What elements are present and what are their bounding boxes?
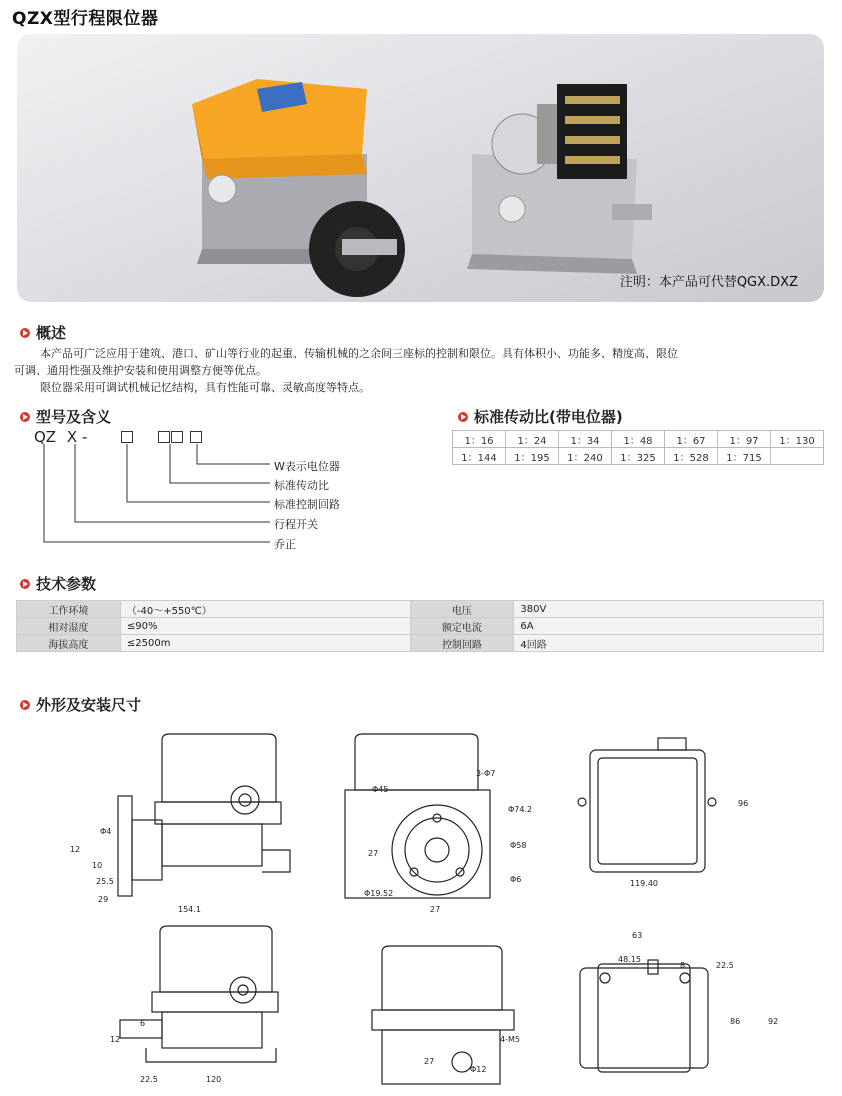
ratio-cell: 1：195	[506, 448, 559, 465]
tech-label: 相对湿度	[17, 618, 121, 635]
tech-value: ≤90%	[120, 618, 410, 635]
tech-label: 工作环境	[17, 601, 121, 618]
dim-label: 120	[206, 1075, 222, 1084]
ratio-cell: 1：528	[665, 448, 718, 465]
switch-grey-unit	[467, 84, 652, 274]
overview-line-1: 本产品可广泛应用于建筑、港口、矿山等行业的起重、传输机械的之余间三座标的控制和限位。具有体积小、功能多、精度高、限位	[40, 347, 678, 360]
dim-label: 48.15	[618, 955, 641, 964]
bullet-icon	[20, 579, 30, 589]
drawing-top-view	[578, 738, 716, 872]
tech-value: 380V	[514, 601, 824, 618]
bullet-icon	[458, 412, 468, 422]
product-photo	[17, 34, 824, 302]
tech-heading	[20, 573, 96, 594]
table-row	[453, 448, 824, 465]
dim-label: 25.5	[96, 877, 114, 886]
dim-label: 12	[70, 845, 81, 854]
overview-heading	[20, 322, 66, 343]
drawing-front-view	[345, 734, 490, 898]
tech-label: 额定电流	[410, 618, 514, 635]
dim-label: Φ45	[372, 785, 389, 794]
ratio-heading	[458, 406, 623, 427]
ratio-cell: 1：34	[559, 431, 612, 448]
table-row	[17, 601, 824, 618]
photo-note: 注明：本产品可代替QGX.DXZ	[619, 275, 798, 290]
table-row	[17, 635, 824, 652]
dim-label: 29	[98, 895, 109, 904]
product-photo-illustration	[17, 34, 824, 302]
model-code-qz: QZ	[34, 428, 57, 446]
dim-label: Φ4	[100, 827, 112, 836]
model-code-dash: -	[81, 428, 88, 446]
ratio-cell: 1：16	[453, 431, 506, 448]
drawing-bottom-view	[580, 960, 708, 1072]
ratio-cell: 1：24	[506, 431, 559, 448]
tech-label: 海拔高度	[17, 635, 121, 652]
ratio-cell: 1：67	[665, 431, 718, 448]
ratio-table	[452, 430, 824, 465]
dim-label: 10	[92, 861, 103, 870]
dim-label: 22.5	[716, 961, 734, 970]
dim-label: Φ19.52	[364, 889, 394, 898]
switch-orange-unit	[192, 79, 405, 297]
ratio-cell: 1：97	[718, 431, 771, 448]
table-row	[453, 431, 824, 448]
ratio-cell: 1：240	[559, 448, 612, 465]
dim-label: Φ58	[510, 841, 527, 850]
model-label-circuit: 标准控制回路	[274, 498, 340, 511]
model-label-ratio: 标准传动比	[274, 479, 329, 492]
dim-label: 8	[680, 961, 686, 970]
dim-label: 6	[140, 1019, 146, 1028]
bullet-icon	[20, 328, 30, 338]
dim-label: Φ6	[510, 875, 522, 884]
dim-label: 27	[368, 849, 379, 858]
dim-label: 92	[768, 1017, 779, 1026]
overview-heading-text: 概述	[36, 324, 67, 342]
ratio-cell: 1：130	[771, 431, 824, 448]
tech-table	[16, 600, 824, 652]
dim-label: 86	[730, 1017, 741, 1026]
bullet-icon	[20, 700, 30, 710]
overview-text	[14, 345, 834, 396]
dim-label: Φ12	[470, 1065, 487, 1074]
dim-label: 3-Φ7	[476, 769, 496, 778]
overview-line-3: 限位器采用可调试机械记忆结构，具有性能可靠、灵敏高度等特点。	[40, 381, 370, 394]
dims-heading-text: 外形及安装尺寸	[36, 696, 142, 714]
dim-label: 27	[430, 905, 441, 914]
dim-label: 22.5	[140, 1075, 158, 1084]
dim-label: 12	[110, 1035, 121, 1044]
tech-label: 电压	[410, 601, 514, 618]
tech-value: ≤2500m	[120, 635, 410, 652]
dim-label: 119.40	[630, 879, 658, 888]
dim-label: 96	[738, 799, 749, 808]
ratio-cell: 1：144	[453, 448, 506, 465]
model-heading-text: 型号及含义	[36, 408, 112, 426]
model-label-switch: 行程开关	[274, 518, 318, 531]
model-code-x: X	[66, 428, 78, 446]
bullet-icon	[20, 412, 30, 422]
tech-value: 4回路	[514, 635, 824, 652]
tech-value: 6A	[514, 618, 824, 635]
model-label-brand: 乔正	[274, 538, 296, 551]
ratio-cell	[771, 448, 824, 465]
drawing-side-view	[118, 734, 290, 896]
dimension-drawings	[0, 720, 842, 1096]
model-leader-lines	[30, 440, 280, 550]
overview-line-2: 可调、通用性强及维护安装和使用调整方便等优点。	[14, 364, 267, 377]
ratio-heading-text: 标准传动比(带电位器)	[474, 408, 623, 426]
dim-label: Φ74.2	[508, 805, 533, 814]
ratio-cell: 1：325	[612, 448, 665, 465]
ratio-cell: 1：715	[718, 448, 771, 465]
dim-label: 4-M5	[500, 1035, 520, 1044]
tech-value: （-40～+550℃）	[120, 601, 410, 618]
dim-label: 63	[632, 931, 643, 940]
drawing-rear-view	[372, 946, 514, 1084]
model-label-pot: W表示电位器	[274, 460, 340, 473]
table-row	[17, 618, 824, 635]
ratio-cell: 1：48	[612, 431, 665, 448]
dims-heading	[20, 694, 141, 715]
tech-label: 控制回路	[410, 635, 514, 652]
page-title: QZX型行程限位器	[12, 9, 159, 29]
dim-label: 27	[424, 1057, 435, 1066]
dim-label: 154.1	[178, 905, 201, 914]
tech-heading-text: 技术参数	[36, 575, 97, 593]
model-heading	[20, 406, 111, 427]
drawing-side-view-2	[120, 926, 278, 1062]
